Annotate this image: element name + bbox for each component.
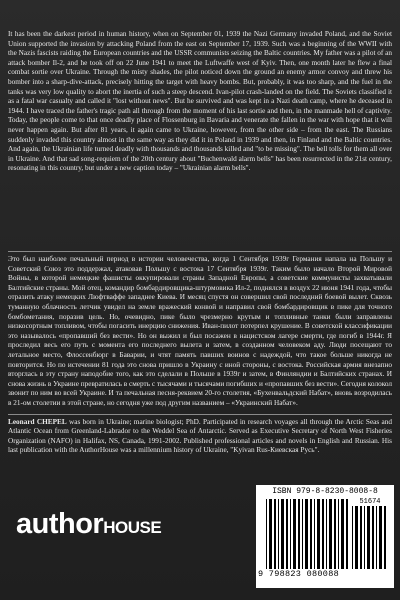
barcode-bar <box>269 499 272 569</box>
ean-barcode-bars <box>266 499 350 569</box>
publisher-logo-part2: HOUSE <box>103 518 162 537</box>
english-synopsis: It has been the darkest period in human history, when on September 01, 1939 the Nazi Germany invaded Poland, and the Soviet Union supported the invasion by attacking Poland from the east on September 17, 1939. Such was a beginning of the WWII with the Nazis fascists raiding the European countries and the USSR communists seizing the Baltic countries. My father was a pilot of an attack bomber Il-2, and he took off on 22 June 1941 to meet the Luftwaffe west of Kyiv. Then, one month later he flew a final combat sortie over Ukraine. Through the misty shades, the pilot noticed down the ground an enemy armor convoy and threw his bomber into a sharp-dive-attack, precisely hitting the target with heavy bombs. But, probably, it was too sharp, and the fuel in the tanks was very low quality to abort the inertia of such a steep descend. Ivan-pilot crash-landed on the field. The Soviets classified it as a fatal war casualty and called it "lost without news". But he survived and was kept in a Nazi death camp, where he deceased in 1944. I have traced the father's tragic path all through from the moment of his last sortie and then, in the manmade hell of captivity. Today, the people come to that once deadly place of Flossenburg in Bavaria and venerate the fallen in the war with hope that it will never happen again. But after 81 years, it again came to Ukraine, however, from the other side – from the east. The Russians suddenly invaded this country almost in the same way as they did it in Poland in 1939 and then, in Finland and the Baltic countries. And again, the Ukrainian life turned deadly with thousands and thousands killed and "to be missing". The bell tolls for them all over in Ukraine. And that sad song-requiem of the 20th century about "Buchenwald alarm bells" has been resurrected in the 21st century, resonating in this country, but under a new caption today – "Ukrainian alarm bells". <box>8 30 392 173</box>
barcode-bar <box>298 499 300 569</box>
publisher-logo <box>16 508 161 541</box>
ean-digits: 9 798823 080088 <box>258 569 340 579</box>
barcode-bar <box>305 499 308 569</box>
section-divider <box>8 251 392 252</box>
barcode-bar <box>379 506 382 569</box>
barcode-bar <box>317 499 320 569</box>
barcode-bar <box>352 506 353 569</box>
barcode-bar <box>355 506 358 569</box>
barcode-bar <box>322 499 324 569</box>
isbn-barcode <box>256 485 394 588</box>
barcode-bar <box>346 499 348 569</box>
barcode-bar <box>266 499 267 569</box>
barcode-bar <box>310 499 312 569</box>
barcode-bar <box>274 499 276 569</box>
barcode-bar <box>314 499 315 569</box>
author-bio-text: was born in Ukraine; marine biologist; PhD. Participated in research voyages all through the Arctic Seas and Atlantic Ocean from Greenland-Labrador to the Weddel Sea of Antarctic. Served as Executive Secretary of North West Fisheries Organization (NAFO) in Halifax, NS, Canada, 1991-2002. Published professional articles and novels in English and Russian. His last publication with the AuthorHouse was a millennium history of Ukraine, "Kyivan Rus-Киевская Русь". <box>8 418 392 455</box>
barcode-bar <box>367 506 370 569</box>
barcode-bar <box>278 499 279 569</box>
barcode-bar <box>329 499 332 569</box>
barcode-bar <box>341 499 344 569</box>
barcode-bar <box>293 499 296 569</box>
barcode-addon-digits: 51674 <box>359 498 381 506</box>
barcode-bar <box>364 506 365 569</box>
russian-synopsis: Это был наиболее печальный период в истории человечества, когда 1 Сентября 1939г Германия напала на Польшу и Советский Союз это поддержал, атаковав Польшу с востока 17 Сентября 1939г. Таким было начало Второй Мировой Войны, в которой немецкие фашисты оккупировали страны Западной Европы, а советские коммунисты захватывали Балтийские страны. Мой отец, командир бомбардировщика-штурмовика Ил-2, поднялся в воздух 22 июня 1941 года, чтобы отразить атаку немецких Люфтваффе западнее Киева. И месяц спустя он совершил свой последний боевой вылет. Сквозь туманную облачность летчик увидел на земле вражеский конвой и направил свой бомбардировщик в пике для точного бомбометания, поразив цель. Но, очевидно, пике было чрезмерно крутым и топливные танки были заправлены низкосортным топливом, чтобы погасить инерцию снижения. Иван-пилот потерпел крушение. В советской классификации это называлось «пропавший без вести». Но он выжил и был посажен в нацистском лагере смерти, где погиб в 1944г. Я проследил весь его путь с момента его последнего вылета и затем, в созданном человеком аду. Люди посещают то летальное место, Флоссенбюрг в Баварии, и чтят память павших воинов с надеждой, что такое больше никогда не повторится. Но по истечении 81 года это снова пришло в Украину с иной стороны, с востока. Российская армия внезапно вторглась в эту страну наподобие того, как это сделали в Польше в 1939г и затем, в Финляндии и Балтийских странах. И снова жизнь в Украине превратилась в смерть с тысячами и тысячами погибших и «пропавших без вести». Сегодня колокол звонит по ним во всей Украине. И та печальная песня-реквием 20-го столетия, «Бухенвальдский Набат», вновь возродилась в 21-ом столетии в этой стране, но сегодня уже под другим названием – «Украинский Набат». <box>8 255 392 407</box>
barcode-bar <box>286 499 288 569</box>
isbn-label: ISBN 979-8-8230-8008-8 <box>272 487 378 496</box>
barcode-bar <box>281 499 284 569</box>
barcode-bar <box>302 499 303 569</box>
bio-divider <box>8 414 392 415</box>
barcode-bar <box>372 506 374 569</box>
barcode-bar <box>376 506 377 569</box>
barcode-bar <box>326 499 327 569</box>
barcode-bar <box>338 499 339 569</box>
publisher-logo-part1: author <box>16 508 104 540</box>
barcode-bar <box>334 499 336 569</box>
barcode-bar <box>360 506 362 569</box>
barcode-bar <box>290 499 291 569</box>
addon-barcode-bars <box>352 506 388 569</box>
barcode-bar <box>384 506 386 569</box>
author-name: Leonard CHEPEL <box>8 418 67 426</box>
author-bio <box>8 418 392 456</box>
